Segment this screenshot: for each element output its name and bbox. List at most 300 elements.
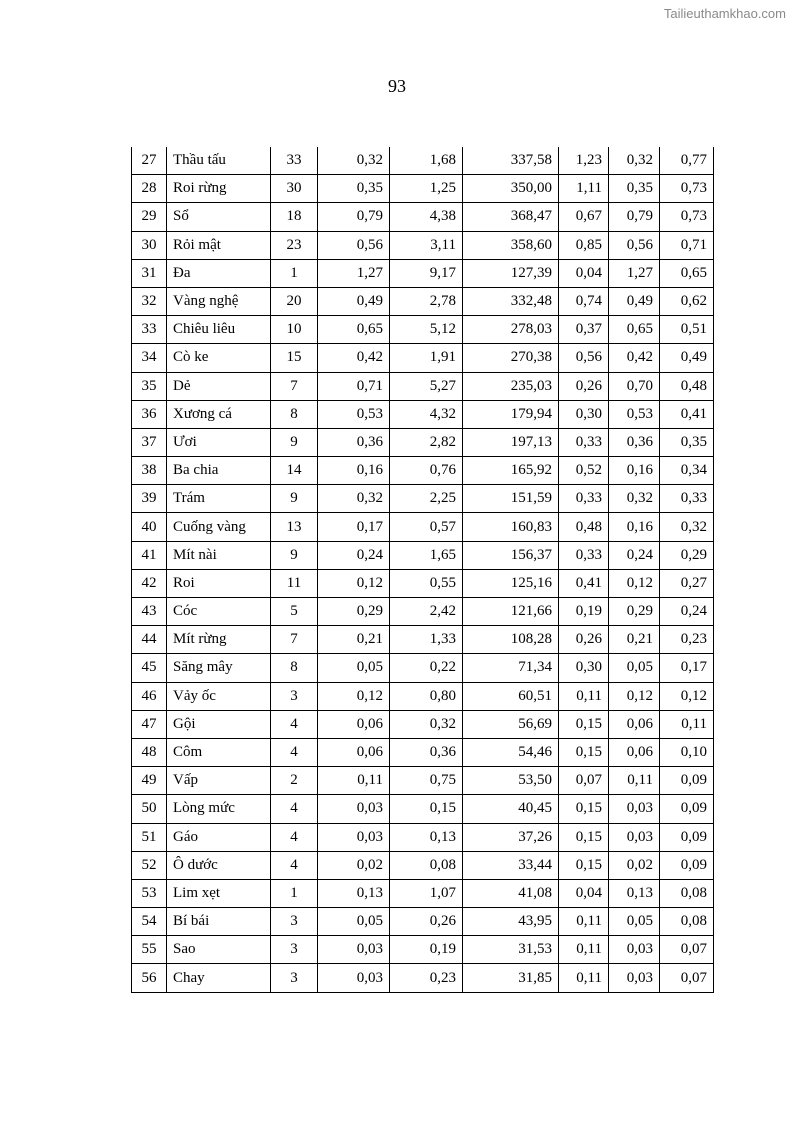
cell-value-2: 0,57	[390, 513, 463, 541]
cell-row-index: 35	[132, 372, 167, 400]
cell-value-5: 1,27	[609, 259, 660, 287]
cell-row-index: 34	[132, 344, 167, 372]
cell-value-1: 0,12	[318, 569, 390, 597]
cell-value-3: 332,48	[463, 287, 559, 315]
cell-value-2: 0,08	[390, 851, 463, 879]
cell-value-4: 0,33	[559, 541, 609, 569]
cell-count: 23	[271, 231, 318, 259]
cell-value-2: 5,12	[390, 316, 463, 344]
cell-count: 3	[271, 936, 318, 964]
table-row	[132, 400, 714, 428]
cell-value-3: 71,34	[463, 654, 559, 682]
cell-value-6: 0,07	[660, 936, 714, 964]
cell-value-1: 0,29	[318, 598, 390, 626]
table-row	[132, 259, 714, 287]
cell-count: 33	[271, 147, 318, 175]
cell-value-5: 0,16	[609, 457, 660, 485]
cell-value-3: 125,16	[463, 569, 559, 597]
cell-value-6: 0,71	[660, 231, 714, 259]
cell-value-2: 1,65	[390, 541, 463, 569]
cell-row-index: 52	[132, 851, 167, 879]
cell-value-5: 0,49	[609, 287, 660, 315]
cell-value-6: 0,49	[660, 344, 714, 372]
table-row	[132, 203, 714, 231]
cell-value-5: 0,05	[609, 908, 660, 936]
cell-value-4: 0,15	[559, 710, 609, 738]
cell-row-index: 40	[132, 513, 167, 541]
cell-value-1: 0,49	[318, 287, 390, 315]
cell-value-2: 2,82	[390, 428, 463, 456]
table-row	[132, 428, 714, 456]
cell-value-4: 0,15	[559, 795, 609, 823]
cell-value-4: 0,37	[559, 316, 609, 344]
cell-value-3: 40,45	[463, 795, 559, 823]
cell-species-name: Cóc	[167, 598, 271, 626]
cell-count: 14	[271, 457, 318, 485]
cell-value-5: 0,42	[609, 344, 660, 372]
cell-row-index: 48	[132, 738, 167, 766]
cell-species-name: Mít rừng	[167, 626, 271, 654]
table-row	[132, 147, 714, 175]
cell-value-6: 0,17	[660, 654, 714, 682]
cell-row-index: 28	[132, 175, 167, 203]
cell-species-name: Gội	[167, 710, 271, 738]
cell-value-3: 270,38	[463, 344, 559, 372]
cell-value-4: 0,26	[559, 372, 609, 400]
cell-value-4: 1,11	[559, 175, 609, 203]
cell-value-3: 358,60	[463, 231, 559, 259]
cell-value-1: 0,03	[318, 964, 390, 992]
cell-count: 10	[271, 316, 318, 344]
cell-value-1: 0,03	[318, 823, 390, 851]
cell-value-6: 0,24	[660, 598, 714, 626]
species-table	[131, 147, 714, 993]
cell-value-1: 0,36	[318, 428, 390, 456]
cell-value-1: 0,16	[318, 457, 390, 485]
cell-value-4: 0,33	[559, 428, 609, 456]
cell-value-2: 5,27	[390, 372, 463, 400]
cell-value-2: 0,22	[390, 654, 463, 682]
cell-species-name: Lim xẹt	[167, 879, 271, 907]
table-row	[132, 710, 714, 738]
cell-species-name: Thầu tấu	[167, 147, 271, 175]
cell-value-3: 31,85	[463, 964, 559, 992]
cell-row-index: 50	[132, 795, 167, 823]
cell-count: 4	[271, 823, 318, 851]
table-body	[132, 147, 714, 992]
cell-species-name: Săng mây	[167, 654, 271, 682]
cell-value-2: 1,33	[390, 626, 463, 654]
cell-count: 7	[271, 372, 318, 400]
cell-species-name: Lòng mức	[167, 795, 271, 823]
cell-count: 9	[271, 428, 318, 456]
cell-row-index: 37	[132, 428, 167, 456]
cell-species-name: Roi	[167, 569, 271, 597]
cell-value-6: 0,09	[660, 823, 714, 851]
cell-value-6: 0,12	[660, 682, 714, 710]
table-row	[132, 457, 714, 485]
cell-value-2: 0,13	[390, 823, 463, 851]
cell-value-2: 0,32	[390, 710, 463, 738]
table-row	[132, 485, 714, 513]
cell-value-6: 0,34	[660, 457, 714, 485]
cell-value-1: 0,35	[318, 175, 390, 203]
cell-value-5: 0,35	[609, 175, 660, 203]
cell-value-4: 1,23	[559, 147, 609, 175]
cell-value-3: 127,39	[463, 259, 559, 287]
cell-species-name: Sao	[167, 936, 271, 964]
cell-species-name: Bí bái	[167, 908, 271, 936]
cell-row-index: 32	[132, 287, 167, 315]
cell-value-5: 0,06	[609, 710, 660, 738]
table-row	[132, 569, 714, 597]
cell-value-4: 0,11	[559, 908, 609, 936]
cell-value-1: 0,17	[318, 513, 390, 541]
cell-value-4: 0,74	[559, 287, 609, 315]
cell-count: 5	[271, 598, 318, 626]
cell-value-5: 0,12	[609, 682, 660, 710]
cell-value-3: 368,47	[463, 203, 559, 231]
cell-value-5: 0,65	[609, 316, 660, 344]
cell-value-5: 0,29	[609, 598, 660, 626]
cell-value-5: 0,56	[609, 231, 660, 259]
cell-row-index: 47	[132, 710, 167, 738]
cell-value-3: 156,37	[463, 541, 559, 569]
table-row	[132, 908, 714, 936]
cell-value-6: 0,35	[660, 428, 714, 456]
cell-value-5: 0,13	[609, 879, 660, 907]
table-row	[132, 513, 714, 541]
cell-value-6: 0,33	[660, 485, 714, 513]
cell-value-4: 0,33	[559, 485, 609, 513]
cell-value-1: 0,06	[318, 710, 390, 738]
cell-value-2: 2,25	[390, 485, 463, 513]
cell-value-5: 0,79	[609, 203, 660, 231]
cell-value-5: 0,03	[609, 964, 660, 992]
cell-value-4: 0,15	[559, 823, 609, 851]
cell-value-6: 0,08	[660, 908, 714, 936]
cell-value-5: 0,06	[609, 738, 660, 766]
cell-species-name: Vảy ốc	[167, 682, 271, 710]
cell-value-6: 0,27	[660, 569, 714, 597]
cell-value-3: 60,51	[463, 682, 559, 710]
cell-value-6: 0,32	[660, 513, 714, 541]
cell-value-3: 53,50	[463, 767, 559, 795]
cell-row-index: 38	[132, 457, 167, 485]
cell-value-2: 2,42	[390, 598, 463, 626]
table-row	[132, 316, 714, 344]
cell-value-3: 33,44	[463, 851, 559, 879]
cell-value-6: 0,23	[660, 626, 714, 654]
cell-row-index: 31	[132, 259, 167, 287]
table-row	[132, 598, 714, 626]
cell-value-4: 0,11	[559, 682, 609, 710]
cell-value-3: 108,28	[463, 626, 559, 654]
cell-species-name: Dẻ	[167, 372, 271, 400]
cell-value-5: 0,32	[609, 147, 660, 175]
cell-count: 30	[271, 175, 318, 203]
table-row	[132, 767, 714, 795]
cell-value-3: 31,53	[463, 936, 559, 964]
cell-species-name: Roi rừng	[167, 175, 271, 203]
cell-value-3: 54,46	[463, 738, 559, 766]
cell-value-5: 0,02	[609, 851, 660, 879]
cell-count: 7	[271, 626, 318, 654]
cell-species-name: Rỏi mật	[167, 231, 271, 259]
cell-count: 1	[271, 259, 318, 287]
table-row	[132, 541, 714, 569]
cell-value-6: 0,62	[660, 287, 714, 315]
cell-value-1: 0,03	[318, 795, 390, 823]
cell-value-1: 1,27	[318, 259, 390, 287]
table-row	[132, 654, 714, 682]
cell-species-name: Vấp	[167, 767, 271, 795]
table-row	[132, 344, 714, 372]
table-row	[132, 738, 714, 766]
cell-value-2: 2,78	[390, 287, 463, 315]
cell-count: 1	[271, 879, 318, 907]
cell-species-name: Đa	[167, 259, 271, 287]
cell-value-1: 0,13	[318, 879, 390, 907]
cell-value-3: 43,95	[463, 908, 559, 936]
cell-value-6: 0,09	[660, 851, 714, 879]
cell-row-index: 46	[132, 682, 167, 710]
cell-value-6: 0,41	[660, 400, 714, 428]
cell-value-5: 0,03	[609, 936, 660, 964]
cell-count: 3	[271, 964, 318, 992]
cell-value-6: 0,73	[660, 203, 714, 231]
cell-value-1: 0,79	[318, 203, 390, 231]
cell-row-index: 45	[132, 654, 167, 682]
cell-species-name: Chay	[167, 964, 271, 992]
cell-value-1: 0,42	[318, 344, 390, 372]
cell-value-5: 0,21	[609, 626, 660, 654]
cell-value-6: 0,77	[660, 147, 714, 175]
cell-species-name: Ba chia	[167, 457, 271, 485]
table-row	[132, 851, 714, 879]
cell-value-2: 1,07	[390, 879, 463, 907]
cell-value-2: 3,11	[390, 231, 463, 259]
cell-count: 4	[271, 851, 318, 879]
cell-count: 4	[271, 710, 318, 738]
cell-value-6: 0,11	[660, 710, 714, 738]
cell-value-2: 0,55	[390, 569, 463, 597]
cell-row-index: 43	[132, 598, 167, 626]
cell-row-index: 39	[132, 485, 167, 513]
cell-value-6: 0,65	[660, 259, 714, 287]
cell-value-3: 41,08	[463, 879, 559, 907]
cell-value-1: 0,71	[318, 372, 390, 400]
cell-value-1: 0,03	[318, 936, 390, 964]
cell-value-3: 350,00	[463, 175, 559, 203]
table-row	[132, 175, 714, 203]
cell-row-index: 36	[132, 400, 167, 428]
cell-value-4: 0,52	[559, 457, 609, 485]
cell-value-3: 160,83	[463, 513, 559, 541]
cell-value-4: 0,67	[559, 203, 609, 231]
cell-value-3: 56,69	[463, 710, 559, 738]
cell-species-name: Ô dước	[167, 851, 271, 879]
cell-value-5: 0,16	[609, 513, 660, 541]
cell-value-3: 165,92	[463, 457, 559, 485]
cell-row-index: 33	[132, 316, 167, 344]
cell-value-6: 0,51	[660, 316, 714, 344]
cell-value-1: 0,24	[318, 541, 390, 569]
cell-value-4: 0,48	[559, 513, 609, 541]
cell-value-3: 235,03	[463, 372, 559, 400]
cell-species-name: Cuống vàng	[167, 513, 271, 541]
cell-species-name: Cò ke	[167, 344, 271, 372]
cell-value-1: 0,02	[318, 851, 390, 879]
cell-species-name: Gáo	[167, 823, 271, 851]
cell-species-name: Chiêu liêu	[167, 316, 271, 344]
cell-value-4: 0,11	[559, 936, 609, 964]
cell-species-name: Ươi	[167, 428, 271, 456]
cell-value-3: 337,58	[463, 147, 559, 175]
cell-value-4: 0,41	[559, 569, 609, 597]
cell-value-2: 0,26	[390, 908, 463, 936]
cell-count: 18	[271, 203, 318, 231]
cell-species-name: Mít nài	[167, 541, 271, 569]
cell-value-4: 0,19	[559, 598, 609, 626]
cell-count: 4	[271, 795, 318, 823]
cell-value-3: 179,94	[463, 400, 559, 428]
cell-count: 4	[271, 738, 318, 766]
cell-value-6: 0,29	[660, 541, 714, 569]
cell-species-name: Sổ	[167, 203, 271, 231]
cell-row-index: 56	[132, 964, 167, 992]
cell-value-2: 9,17	[390, 259, 463, 287]
cell-row-index: 53	[132, 879, 167, 907]
cell-species-name: Xương cá	[167, 400, 271, 428]
table-row	[132, 682, 714, 710]
table-row	[132, 287, 714, 315]
watermark-text: Tailieuthamkhao.com	[663, 6, 786, 21]
cell-value-3: 197,13	[463, 428, 559, 456]
cell-value-1: 0,12	[318, 682, 390, 710]
cell-value-5: 0,12	[609, 569, 660, 597]
cell-value-4: 0,56	[559, 344, 609, 372]
cell-species-name: Trám	[167, 485, 271, 513]
cell-value-1: 0,32	[318, 147, 390, 175]
cell-count: 9	[271, 541, 318, 569]
cell-value-4: 0,15	[559, 738, 609, 766]
cell-value-1: 0,05	[318, 908, 390, 936]
cell-value-4: 0,85	[559, 231, 609, 259]
cell-row-index: 41	[132, 541, 167, 569]
table-row	[132, 879, 714, 907]
cell-value-5: 0,03	[609, 823, 660, 851]
cell-value-3: 151,59	[463, 485, 559, 513]
cell-value-1: 0,56	[318, 231, 390, 259]
cell-value-3: 37,26	[463, 823, 559, 851]
cell-value-2: 0,75	[390, 767, 463, 795]
cell-value-4: 0,15	[559, 851, 609, 879]
cell-value-6: 0,73	[660, 175, 714, 203]
cell-value-6: 0,07	[660, 964, 714, 992]
cell-value-2: 0,15	[390, 795, 463, 823]
cell-row-index: 29	[132, 203, 167, 231]
cell-value-2: 4,38	[390, 203, 463, 231]
cell-value-6: 0,48	[660, 372, 714, 400]
cell-count: 9	[271, 485, 318, 513]
cell-count: 3	[271, 682, 318, 710]
table-row	[132, 795, 714, 823]
cell-value-5: 0,03	[609, 795, 660, 823]
cell-row-index: 49	[132, 767, 167, 795]
cell-value-6: 0,09	[660, 795, 714, 823]
cell-value-2: 1,91	[390, 344, 463, 372]
cell-value-4: 0,04	[559, 879, 609, 907]
cell-value-4: 0,30	[559, 400, 609, 428]
cell-count: 15	[271, 344, 318, 372]
cell-value-4: 0,04	[559, 259, 609, 287]
table-row	[132, 372, 714, 400]
cell-count: 20	[271, 287, 318, 315]
cell-value-4: 0,30	[559, 654, 609, 682]
cell-value-2: 0,76	[390, 457, 463, 485]
cell-value-2: 4,32	[390, 400, 463, 428]
cell-value-5: 0,11	[609, 767, 660, 795]
page-number: 93	[388, 76, 406, 96]
cell-value-4: 0,11	[559, 964, 609, 992]
cell-value-5: 0,05	[609, 654, 660, 682]
cell-value-2: 0,23	[390, 964, 463, 992]
cell-row-index: 51	[132, 823, 167, 851]
cell-value-1: 0,06	[318, 738, 390, 766]
cell-row-index: 55	[132, 936, 167, 964]
cell-row-index: 44	[132, 626, 167, 654]
cell-value-2: 0,36	[390, 738, 463, 766]
cell-row-index: 42	[132, 569, 167, 597]
cell-count: 2	[271, 767, 318, 795]
cell-value-3: 121,66	[463, 598, 559, 626]
cell-count: 11	[271, 569, 318, 597]
cell-value-5: 0,24	[609, 541, 660, 569]
cell-count: 3	[271, 908, 318, 936]
cell-value-1: 0,65	[318, 316, 390, 344]
cell-count: 8	[271, 654, 318, 682]
cell-value-5: 0,70	[609, 372, 660, 400]
cell-value-1: 0,05	[318, 654, 390, 682]
cell-value-2: 1,25	[390, 175, 463, 203]
table-row	[132, 936, 714, 964]
cell-value-4: 0,26	[559, 626, 609, 654]
cell-value-5: 0,32	[609, 485, 660, 513]
table-row	[132, 231, 714, 259]
cell-row-index: 30	[132, 231, 167, 259]
cell-value-1: 0,11	[318, 767, 390, 795]
cell-row-index: 27	[132, 147, 167, 175]
cell-value-3: 278,03	[463, 316, 559, 344]
cell-count: 13	[271, 513, 318, 541]
cell-value-2: 0,19	[390, 936, 463, 964]
table-row	[132, 823, 714, 851]
cell-species-name: Vàng nghệ	[167, 287, 271, 315]
cell-value-2: 0,80	[390, 682, 463, 710]
table-row	[132, 964, 714, 992]
cell-value-1: 0,21	[318, 626, 390, 654]
cell-value-5: 0,36	[609, 428, 660, 456]
cell-value-1: 0,53	[318, 400, 390, 428]
cell-value-2: 1,68	[390, 147, 463, 175]
cell-count: 8	[271, 400, 318, 428]
cell-value-5: 0,53	[609, 400, 660, 428]
cell-value-6: 0,10	[660, 738, 714, 766]
cell-value-6: 0,09	[660, 767, 714, 795]
cell-value-1: 0,32	[318, 485, 390, 513]
cell-species-name: Côm	[167, 738, 271, 766]
